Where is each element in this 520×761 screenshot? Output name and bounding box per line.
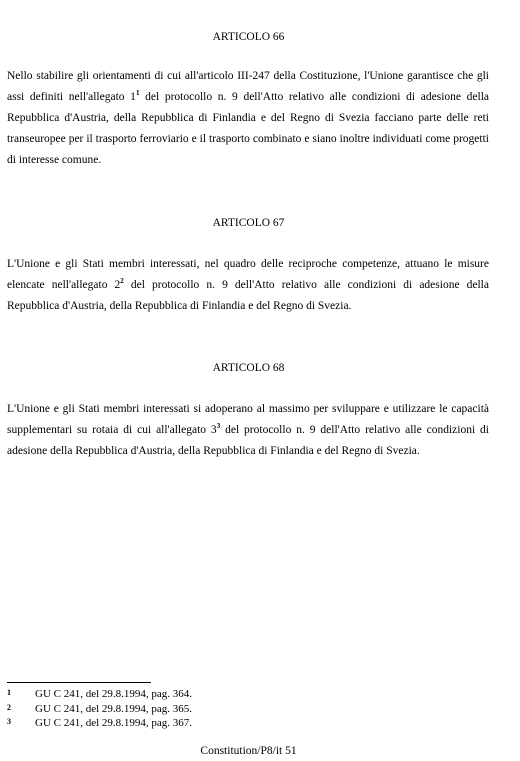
footnote-number: 3 [7,717,11,726]
article-68-text-part-1: L'Unione e gli Stati membri interessati si adoperano al massimo per sviluppare e utilizzare le capacità supplementari su rotaia di cui all'allegato 3 [7,403,489,436]
article-66-heading: ARTICOLO 66 [212,31,285,43]
footnote-text: GU C 241, del 29.8.1994, pag. 364. [35,688,193,700]
footnote-number: 2 [7,702,11,712]
footnote-2 [7,702,489,717]
article-66-text [7,66,489,171]
footnote-ref-2[interactable]: 2 [120,277,124,285]
article-68-text [7,399,489,462]
footnote-ref-3[interactable]: 3 [216,422,221,430]
footnote-3 [7,716,489,731]
footnote-text: GU C 241, del 29.8.1994, pag. 365. [35,702,193,715]
article-66-text-part-1: Nello stabilire gli orientamenti di cui all'articolo III-247 della Costituzione, l'Unione garantisce che gli assi definiti nell'allegato 1 [7,70,489,103]
footnote-divider [7,682,151,683]
footnote-number: 1 [7,688,11,697]
article-66-text-part-2: del protocollo n. 9 dell'Atto relativo alle condizioni di adesione della Repubblica d'Austria, della Repubblica di Finlandia e del Regno di Svezia facciano parte delle reti transeuropee per il trasporto ferroviario e il trasporto combinato e siano inoltre individuati come progetti di interesse comune. [7,91,490,166]
page-footer: Constitution/P8/it 51 [200,745,297,757]
article-68-text-part-2: del protocollo n. 9 dell'Atto relativo alle condizioni di adesione della Repubblica d'Austria, della Repubblica di Finlandia e del Regno di Svezia. [7,424,489,457]
footnote-1 [7,687,489,702]
footnote-text: GU C 241, del 29.8.1994, pag. 367. [35,717,193,729]
article-67-text [7,254,489,317]
article-68-heading: ARTICOLO 68 [212,362,285,374]
article-67-text-part-2: del protocollo n. 9 dell'Atto relativo alle condizioni di adesione della Repubblica d'Austria, della Repubblica di Finlandia e del Regno di Svezia. [7,279,489,312]
article-67-text-part-1: L'Unione e gli Stati membri interessati, nel quadro delle reciproche competenze, attuano le misure elencate nell'allegato 2 [7,258,489,291]
article-67-heading: ARTICOLO 67 [212,217,285,229]
footnotes [7,687,489,731]
footnote-ref-1[interactable]: 1 [135,89,140,97]
